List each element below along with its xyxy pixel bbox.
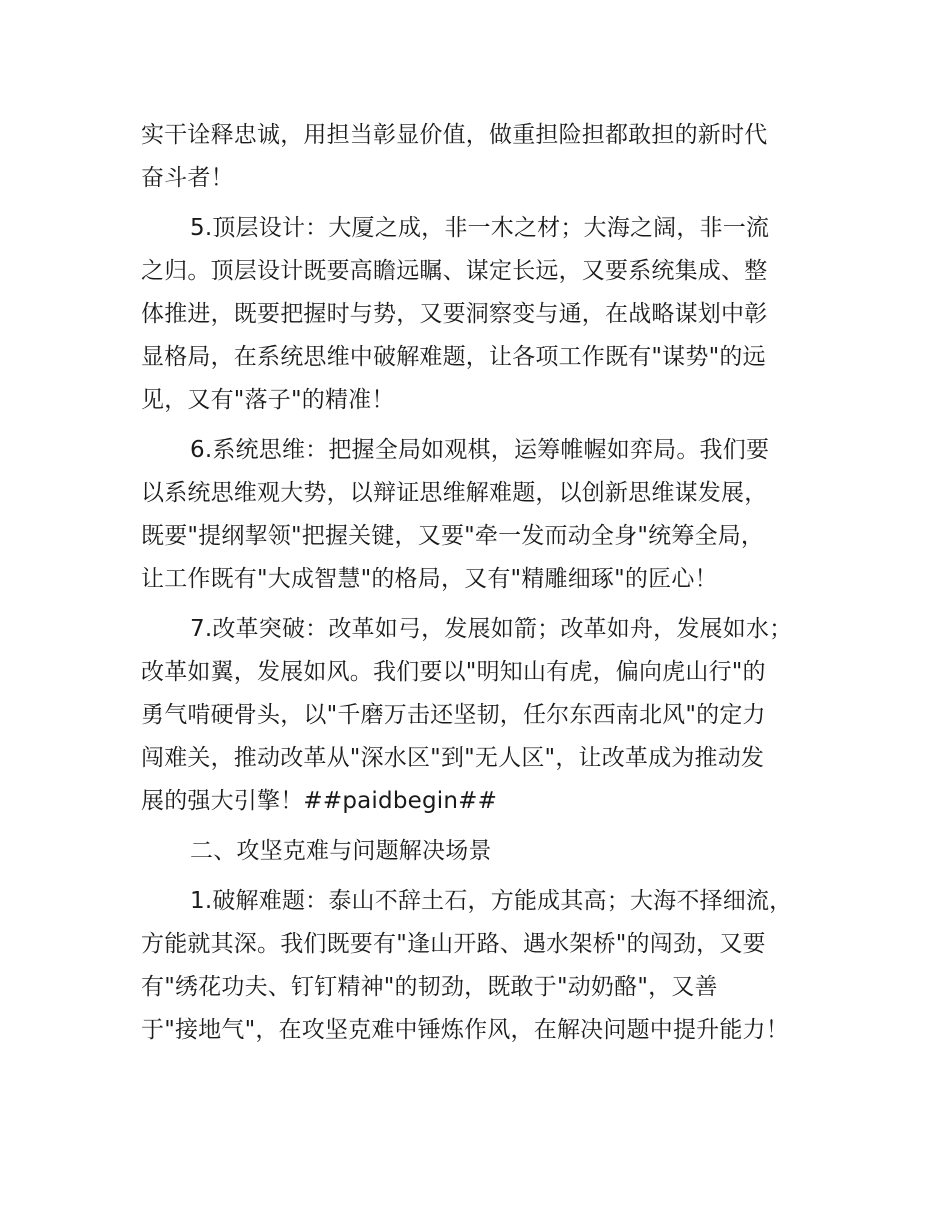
text-line: 勇气啃硬骨头，以"千磨万击还坚韧，任尔东西南北风"的定力 [141,702,766,728]
paragraph-gaige-tupo [141,608,841,823]
paragraph-dingceng-sheji [141,207,841,422]
text-line: 见，又有"落子"的精准！ [141,387,395,413]
text-line-first: 6.系统思维：把握全局如观棋，运筹帷幄如弈局。我们要 [190,437,770,463]
paragraph-fendouzhe [141,114,841,200]
text-line: 改革如翼，发展如风。我们要以"明知山有虎，偏向虎山行"的 [141,659,766,685]
text-line: 展的强大引擎！##paidbegin## [141,788,498,814]
text-line-first: 5.顶层设计：大厦之成，非一木之材；大海之阔，非一流 [190,215,770,241]
paragraph-pojie-nanti [141,880,841,1052]
text-line: 闯难关，推动改革从"深水区"到"无人区"，让改革成为推动发 [141,745,765,771]
paragraph-xitong-siwei [141,429,841,601]
text-line: 方能就其深。我们既要有"逢山开路、遇水架桥"的闯劲，又要 [141,931,766,957]
section-heading [141,830,841,873]
section-heading-text: 二、攻坚克难与问题解决场景 [190,838,492,864]
text-line-first: 7.改革突破：改革如弓，发展如箭；改革如舟，发展如水； [190,616,793,642]
text-line: 以系统思维观大势，以辩证思维解难题，以创新思维谋发展， [141,480,768,506]
text-line: 实干诠释忠诚，用担当彰显价值，做重担险担都敢担的新时代 [141,122,768,148]
text-line: 既要"提纲挈领"把握关键，又要"牵一发而动全身"统筹全局， [141,523,765,549]
text-line: 奋斗者！ [141,165,234,191]
text-line: 于"接地气"，在攻坚克难中锤炼作风，在解决问题中提升能力！ [141,1017,789,1043]
text-line: 有"绣花功夫、钉钉精神"的韧劲，既敢于"动奶酪"，又善 [141,974,718,1000]
text-line: 之归。顶层设计既要高瞻远瞩、谋定长远，又要系统集成、整 [141,258,768,284]
text-line: 让工作既有"大成智慧"的格局，又有"精雕细琢"的匠心！ [141,566,718,592]
text-line: 显格局，在系统思维中破解难题，让各项工作既有"谋势"的远 [141,344,766,370]
document-body [141,114,841,1059]
text-line-first: 1.破解难题：泰山不辞土石，方能成其高；大海不择细流， [190,888,793,914]
text-line: 体推进，既要把握时与势，又要洞察变与通，在战略谋划中彰 [141,301,768,327]
